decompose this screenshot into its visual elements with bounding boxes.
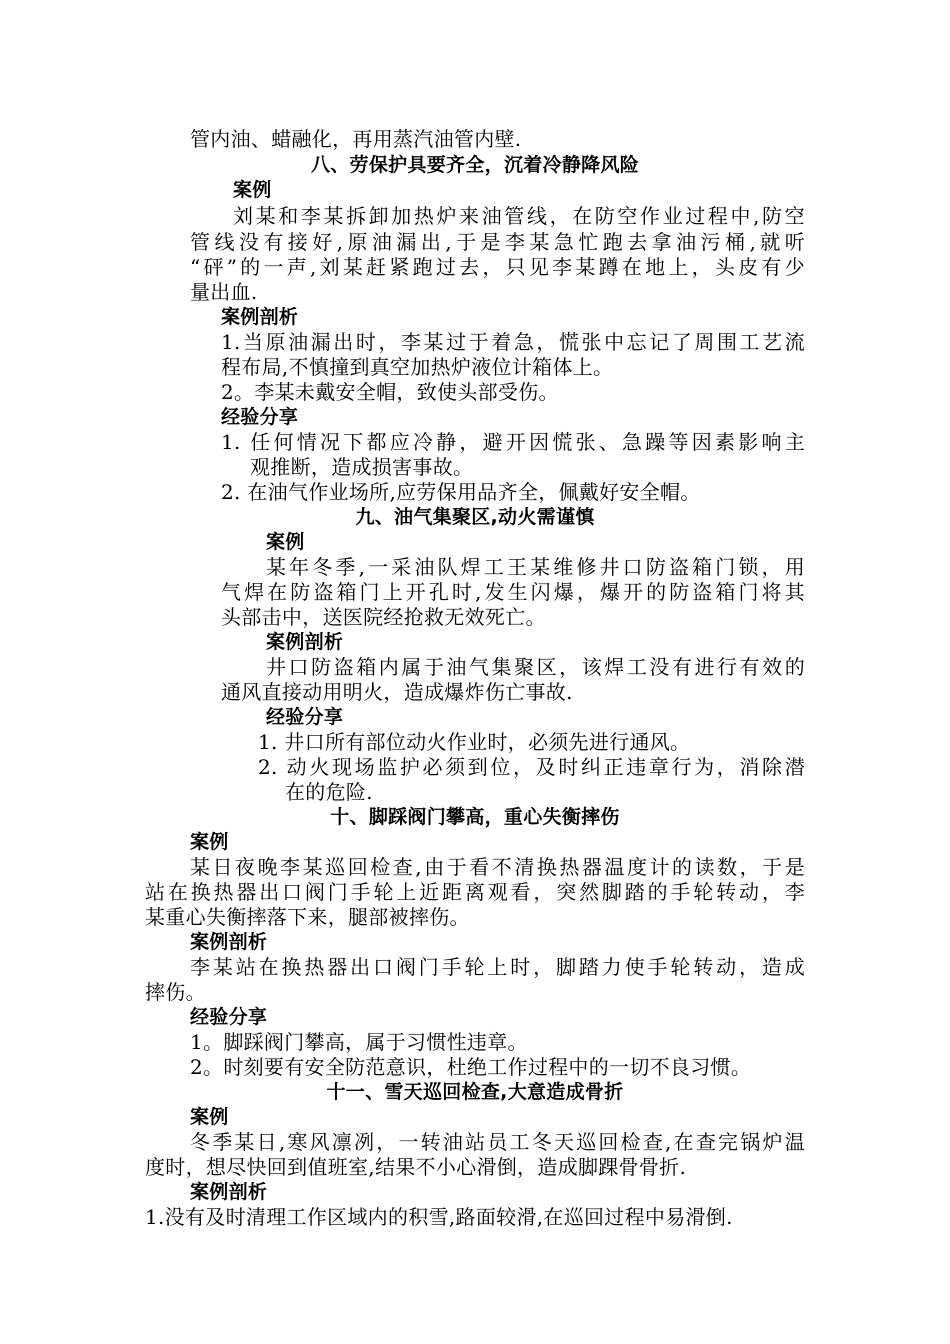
section9-share-line: 1. 井口所有部位动火作业时，必须先进行通风。 xyxy=(258,730,691,754)
section11-analysis-heading: 案例剖析 xyxy=(190,1181,268,1203)
section8-share-line: 2. 在油气作业场所,应劳保用品齐全，佩戴好安全帽。 xyxy=(221,480,701,504)
section10-share-line: 2。时刻要有安全防范意识，杜绝工作过程中的一切不良习惯。 xyxy=(190,1055,752,1079)
section8-share-line: 1. 任何情况下都应冷静，避开因慌张、急躁等因素影响主 xyxy=(221,430,805,454)
section9-analysis-line: 井口防盗箱内属于油气集聚区，该焊工没有进行有效的 xyxy=(266,655,805,679)
section9-title: 九、油气集聚区,动火需谨慎 xyxy=(355,506,595,528)
section11-analysis-line: 1.没有及时清理工作区域内的积雪,路面较滑,在巡回过程中易滑倒. xyxy=(145,1205,733,1229)
section11-case-line: 冬季某日,寒风凛冽，一转油站员工冬天巡回检查,在查完锅炉温 xyxy=(190,1130,805,1154)
section9-analysis-line: 通风直接动用明火，造成爆炸伤亡事故. xyxy=(221,680,573,704)
section10-case-line: 某重心失衡摔落下来，腿部被摔伤。 xyxy=(145,905,470,929)
section11-case-heading: 案例 xyxy=(190,1106,229,1128)
section8-share-line: 观推断，造成损害事故。 xyxy=(250,455,474,479)
section8-case-line: 管线没有接好,原油漏出,于是李某急忙跑去拿油污桶,就听 xyxy=(190,230,805,254)
section8-tail-line: 管内油、蜡融化，再用蒸汽油管内壁. xyxy=(190,127,522,151)
section8-case-line: 刘某和李某拆卸加热炉来油管线，在防空作业过程中,防空 xyxy=(233,204,805,228)
section11-case-line: 度时，想尽快回到值班室,结果不小心滑倒，造成脚踝骨骨折. xyxy=(145,1155,687,1179)
section9-case-line: 头部击中，送医院经抢救无效死亡。 xyxy=(221,605,546,629)
section10-case-line: 站在换热器出口阀门手轮上近距离观看，突然脚踏的手轮转动，李 xyxy=(145,880,805,904)
section9-case-line: 某年冬季,一采油队焊工王某维修井口防盗箱门锁，用 xyxy=(266,555,805,579)
section9-share-line: 2. 动火现场监护必须到位，及时纠正违章行为，消除潜 xyxy=(258,755,805,779)
section8-case-line: 量出血. xyxy=(190,280,258,304)
section10-analysis-heading: 案例剖析 xyxy=(190,931,268,953)
section10-share-line: 1。脚踩阀门攀高，属于习惯性违章。 xyxy=(190,1030,528,1054)
section10-case-heading: 案例 xyxy=(190,831,229,853)
section8-analysis-line: 2。李某未戴安全帽，致使头部受伤。 xyxy=(221,380,559,404)
section8-title: 八、劳保护具要齐全，沉着冷静降风险 xyxy=(310,154,640,176)
section10-analysis-line: 摔伤。 xyxy=(145,980,206,1004)
section9-case-line: 气焊在防盗箱门上开孔时,发生闪爆，爆开的防盗箱门将其 xyxy=(221,580,805,604)
section10-case-line: 某日夜晚李某巡回检查,由于看不清换热器温度计的读数，于是 xyxy=(190,855,805,879)
section8-analysis-line: 程布局,不慎撞到真空加热炉液位计箱体上。 xyxy=(221,355,614,379)
section8-analysis-heading: 案例剖析 xyxy=(221,306,299,328)
section10-share-heading: 经验分享 xyxy=(190,1006,268,1028)
section9-case-heading: 案例 xyxy=(266,531,305,553)
section9-analysis-heading: 案例剖析 xyxy=(266,631,344,653)
section8-case-heading: 案例 xyxy=(233,179,272,201)
section8-share-heading: 经验分享 xyxy=(221,406,299,428)
section11-title: 十一、雪天巡回检查,大意造成骨折 xyxy=(326,1081,624,1103)
section9-share-line: 在的危险. xyxy=(285,780,373,804)
section9-share-heading: 经验分享 xyxy=(266,706,344,728)
section8-case-line: “砰”的一声,刘某赶紧跑过去，只见李某蹲在地上，头皮有少 xyxy=(190,255,805,279)
section10-analysis-line: 李某站在换热器出口阀门手轮上时，脚踏力使手轮转动，造成 xyxy=(190,955,805,979)
section10-title: 十、脚踩阀门攀高，重心失衡摔伤 xyxy=(330,806,620,828)
section8-analysis-line: 1.当原油漏出时，李某过于着急，慌张中忘记了周围工艺流 xyxy=(221,330,805,354)
